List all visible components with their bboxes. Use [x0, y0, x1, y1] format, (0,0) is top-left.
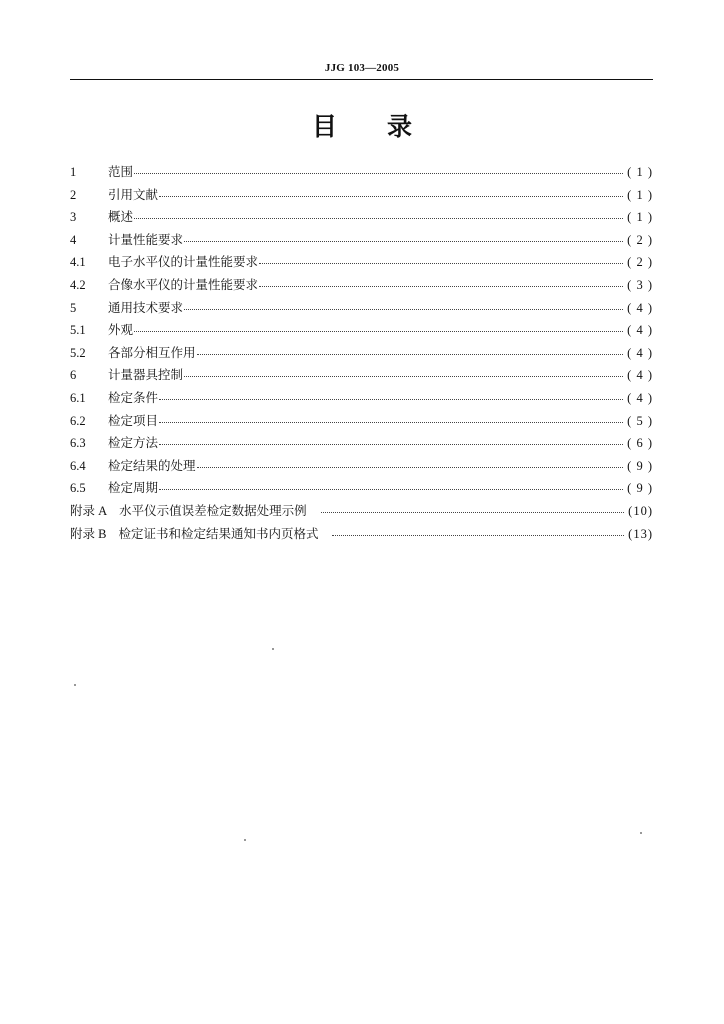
toc-entry-title: 计量性能要求 — [108, 231, 184, 247]
toc-entry[interactable] — [70, 411, 653, 434]
toc-leader-dots — [321, 502, 625, 513]
toc-entry[interactable] — [70, 162, 653, 185]
toc-entry-page: ( 6 ) — [627, 436, 653, 451]
toc-entry-title: 外观 — [108, 322, 134, 338]
toc-entry-title: 范围 — [108, 164, 134, 179]
toc-appendix-label: 附录 B — [70, 526, 107, 541]
toc-entry-page: ( 4 ) — [627, 323, 653, 338]
toc-entry-number: 2 — [70, 187, 77, 202]
toc-appendix-entry[interactable] — [70, 524, 653, 547]
toc-leader-dots — [332, 525, 624, 536]
toc-entry[interactable] — [70, 252, 653, 275]
toc-entry[interactable] — [70, 185, 653, 208]
toc-leader-dots — [197, 457, 624, 468]
toc-entry-page: ( 2 ) — [627, 232, 653, 247]
toc-entry-number: 4 — [70, 232, 77, 247]
toc-entry-number: 6.5 — [70, 481, 86, 496]
toc-entry-title: 通用技术要求 — [108, 299, 184, 315]
toc-entry-page: ( 1 ) — [627, 210, 653, 225]
toc-leader-dots — [134, 163, 623, 174]
toc-leader-dots — [259, 276, 623, 287]
scan-speck — [244, 839, 246, 841]
toc-entry-title: 水平仪示值误差检定数据处理示例 — [119, 502, 307, 518]
scan-speck — [74, 684, 76, 686]
toc-entry-number: 4.1 — [70, 255, 86, 270]
toc-entry-number: 6.1 — [70, 390, 86, 405]
toc-title-char-2: 录 — [387, 112, 413, 141]
toc-list — [70, 162, 653, 546]
toc-leader-dots — [134, 321, 623, 332]
scan-speck — [272, 648, 274, 650]
toc-leader-dots — [159, 412, 623, 423]
toc-entry-number: 6.3 — [70, 436, 86, 451]
toc-entry[interactable] — [70, 320, 653, 343]
toc-entry[interactable] — [70, 275, 653, 298]
toc-title — [0, 112, 724, 142]
toc-entry[interactable] — [70, 388, 653, 411]
toc-entry[interactable] — [70, 230, 653, 253]
toc-entry-title: 检定证书和检定结果通知书内页格式 — [118, 525, 319, 541]
toc-entry-number: 1 — [70, 165, 77, 179]
scan-speck — [640, 832, 642, 834]
header-rule — [70, 79, 653, 80]
toc-entry-title: 检定条件 — [108, 389, 159, 405]
toc-entry-title: 检定方法 — [108, 435, 159, 451]
toc-entry-page: ( 3 ) — [627, 277, 653, 292]
toc-leader-dots — [184, 299, 623, 310]
toc-entry-title: 电子水平仪的计量性能要求 — [108, 254, 259, 270]
toc-entry[interactable] — [70, 207, 653, 230]
toc-leader-dots — [184, 366, 623, 377]
toc-leader-dots — [184, 231, 623, 242]
standard-code: JJG 103—2005 — [324, 62, 400, 74]
toc-entry-number: 6.4 — [70, 458, 86, 473]
toc-entry-page: ( 4 ) — [627, 300, 653, 315]
toc-entry[interactable] — [70, 343, 653, 366]
toc-entry-page: ( 1 ) — [627, 165, 653, 179]
toc-entry-page: ( 4 ) — [627, 368, 653, 383]
toc-entry-title: 各部分相互作用 — [108, 344, 196, 360]
toc-entry-page: (10) — [628, 503, 653, 518]
toc-leader-dots — [197, 344, 624, 355]
toc-entry-title: 概述 — [108, 209, 134, 225]
toc-entry-page: ( 4 ) — [627, 390, 653, 405]
toc-entry-page: ( 4 ) — [627, 345, 653, 360]
toc-entry-number: 3 — [70, 210, 77, 225]
toc-leader-dots — [159, 434, 623, 445]
toc-entry-title: 计量器具控制 — [108, 367, 184, 383]
toc-entry-page: ( 2 ) — [627, 255, 653, 270]
toc-leader-dots — [134, 208, 623, 219]
toc-appendix-label: 附录 A — [70, 503, 108, 518]
toc-entry-number: 5 — [70, 300, 77, 315]
toc-leader-dots — [159, 479, 623, 490]
toc-entry-page: (13) — [628, 526, 653, 541]
toc-entry-title: 检定结果的处理 — [108, 457, 196, 473]
toc-leader-dots — [159, 389, 623, 400]
toc-entry[interactable] — [70, 433, 653, 456]
toc-leader-dots — [259, 253, 623, 264]
toc-entry-page: ( 9 ) — [627, 481, 653, 496]
toc-entry[interactable] — [70, 456, 653, 479]
toc-entry-page: ( 9 ) — [627, 458, 653, 473]
toc-entry[interactable] — [70, 365, 653, 388]
toc-entry-number: 6.2 — [70, 413, 86, 428]
toc-entry-number: 5.1 — [70, 323, 86, 338]
toc-appendix-entry[interactable] — [70, 501, 653, 524]
toc-title-char-1: 目 — [311, 112, 337, 141]
toc-entry-page: ( 5 ) — [627, 413, 653, 428]
toc-entry-number: 5.2 — [70, 345, 86, 360]
toc-entry[interactable] — [70, 298, 653, 321]
toc-entry-title: 检定周期 — [108, 480, 159, 496]
toc-entry-title: 引用文献 — [108, 186, 159, 202]
toc-entry-title: 合像水平仪的计量性能要求 — [108, 276, 259, 292]
toc-entry[interactable] — [70, 478, 653, 501]
toc-entry-number: 4.2 — [70, 277, 86, 292]
toc-entry-page: ( 1 ) — [627, 187, 653, 202]
toc-leader-dots — [159, 186, 623, 197]
toc-entry-title: 检定项目 — [108, 412, 159, 428]
toc-entry-number: 6 — [70, 368, 77, 383]
